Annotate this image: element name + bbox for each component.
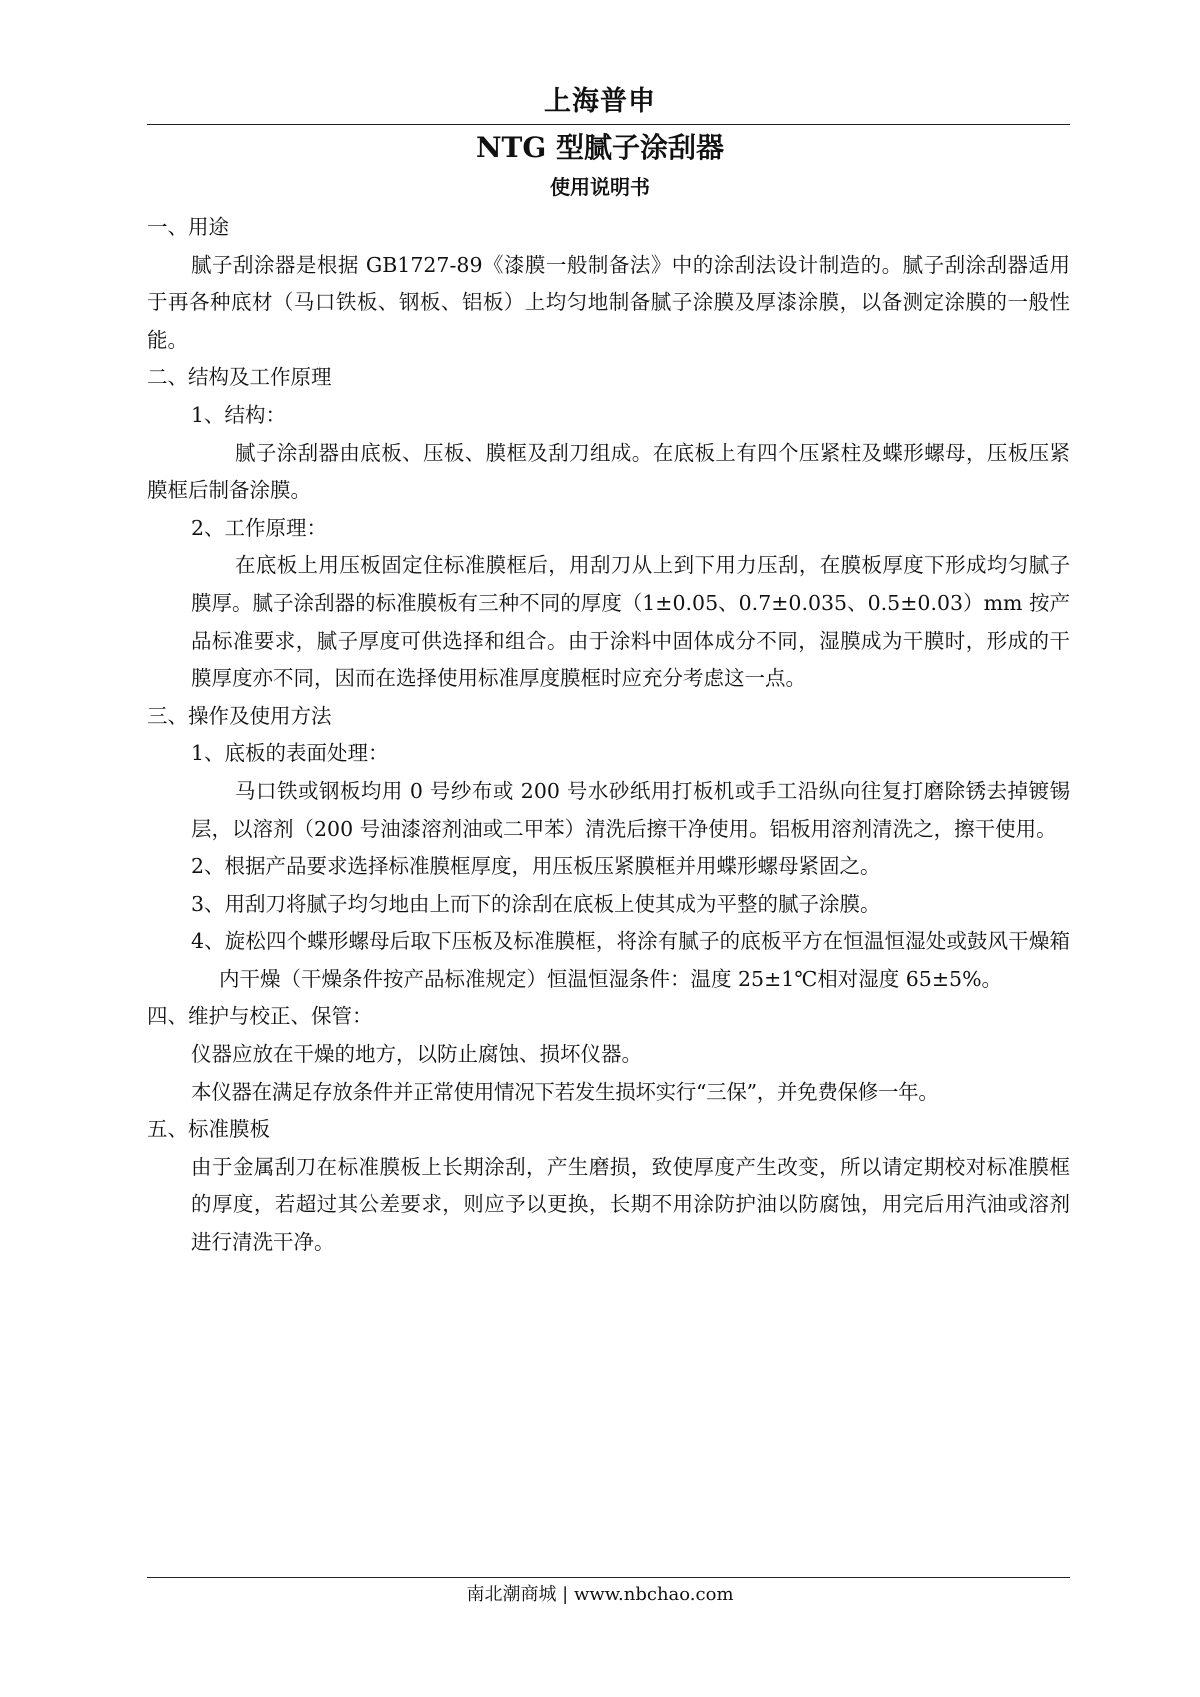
section-4-paragraph-1: 仪器应放在干燥的地方，以防止腐蚀、损坏仪器。 [191, 1042, 642, 1067]
section-2-heading: 二、结构及工作原理 [147, 365, 332, 390]
section-5-paragraph: 由于金属刮刀在标准膜板上长期涂刮，产生磨损，致使厚度产生改变，所以请定期校对标准膜框的厚度，若超过其公差要求，则应予以更换，长期不用涂防护油以防腐蚀，用完后用汽油或溶剂进行清洗干净。 [191, 1154, 1070, 1255]
document-title: NTG 型腻子涂刮器 [475, 131, 725, 164]
section-1-paragraph: 腻子刮涂器是根据 GB1727-89《漆膜一般制备法》中的涂刮法设计制造的。腻子刮涂刮器适用于再各种底材（马口铁板、钢板、铝板）上均匀地制备腻子涂膜及厚漆涂膜，以备测定涂膜的一般性能。 [147, 252, 1070, 352]
section-3-4-item: 4、旋松四个蝶形螺母后取下压板及标准膜框，将涂有腻子的底板平方在恒温恒湿处或鼓风干燥箱内干燥（干燥条件按产品标准规定）恒温恒湿条件：温度 25±1℃相对湿度 65±5%。 [191, 929, 1070, 991]
section-5-heading: 五、标准膜板 [147, 1117, 270, 1142]
section-3-heading: 三、操作及使用方法 [147, 703, 332, 728]
section-2-2-paragraph: 在底板上用压板固定住标准膜框后，用刮刀从上到下用力压刮，在膜板厚度下形成均匀腻子膜厚。腻子涂刮器的标准膜板有三种不同的厚度（1±0.05、0.7±0.035、0.5±0.03）mm 按产品标准要求，腻子厚度可供选择和组合。由于涂料中固体成分不同，湿膜成为干膜时，形成的干膜厚度亦不同，因而在选择使用标准厚度膜框时应充分考虑这一点。 [191, 553, 1070, 691]
section-2-2-heading: 2、工作原理： [191, 515, 328, 540]
section-4-heading: 四、维护与校正、保管： [147, 1004, 373, 1029]
section-1-heading: 一、用途 [147, 215, 229, 239]
company-header: 上海普申 [544, 86, 656, 117]
section-3-3-item: 3、用刮刀将腻子均匀地由上而下的涂刮在底板上使其成为平整的腻子涂膜。 [191, 891, 881, 916]
document-subtitle: 使用说明书 [550, 175, 650, 199]
section-3-1-paragraph: 马口铁或钢板均用 0 号纱布或 200 号水砂纸用打板机或手工沿纵向往复打磨除锈去掉镀锡层，以溶剂（200 号油漆溶剂油或二甲苯）清洗后擦干净使用。铝板用溶剂清洗之，擦干使用。 [191, 778, 1070, 841]
section-3-2-item: 2、根据产品要求选择标准膜框厚度，用压板压紧膜框并用蝶形螺母紧固之。 [191, 854, 881, 879]
section-3-1-heading: 1、底板的表面处理： [191, 741, 389, 766]
section-2-1-paragraph: 腻子涂刮器由底板、压板、膜框及刮刀组成。在底板上有四个压紧柱及蝶形螺母，压板压紧膜框后制备涂膜。 [147, 440, 1070, 503]
section-4-paragraph-2: 本仪器在满足存放条件并正常使用情况下若发生损坏实行“三保”，并免费保修一年。 [191, 1079, 939, 1104]
header-rule [147, 124, 1070, 125]
document-body [147, 209, 1070, 1262]
section-2-1-heading: 1、结构： [191, 402, 287, 427]
footer-text: 南北潮商城 | www.nbchao.com [466, 1584, 734, 1605]
footer-rule [147, 1577, 1070, 1578]
